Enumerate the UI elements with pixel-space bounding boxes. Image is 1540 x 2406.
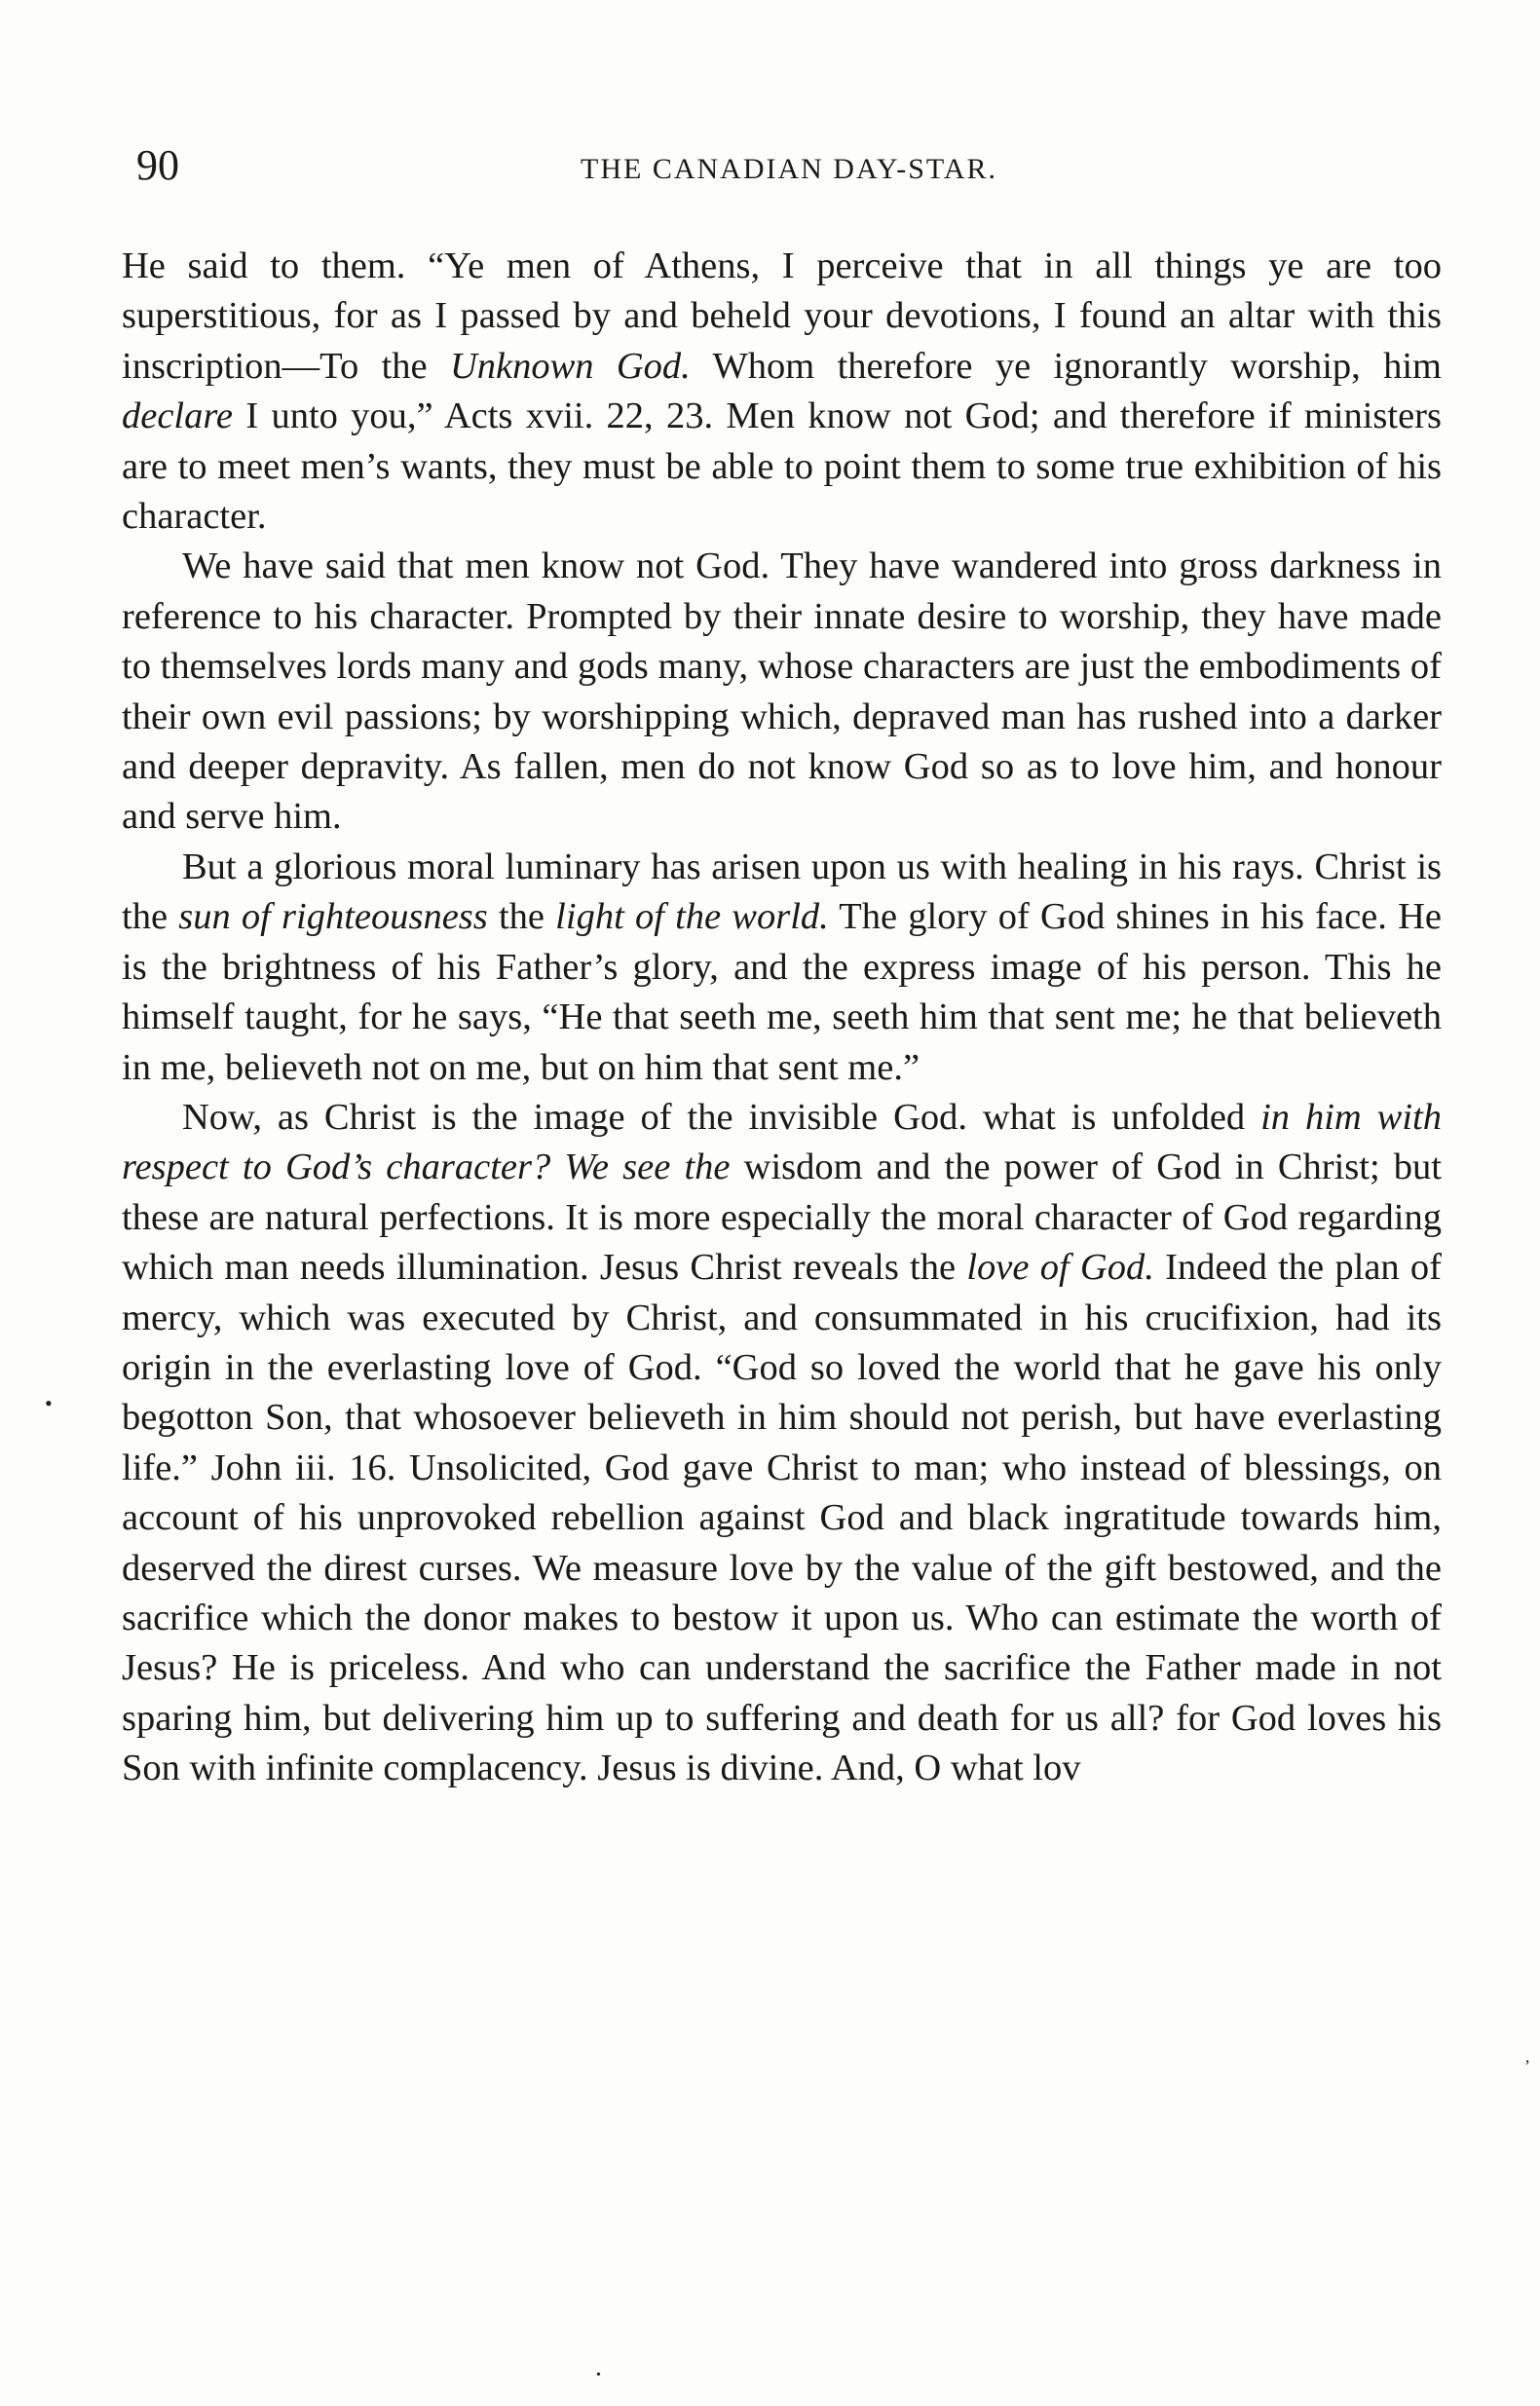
- footer-dot-mark: •: [596, 2368, 601, 2383]
- paragraph: [122, 242, 1442, 542]
- text-run: The glory of God shines in his face. He is the brightness of his Father’s glory, and the express image of his person. This he himself taught, for he says, “He that seeth me, seeth him that sent me; he that believeth in me, believeth not on me, but on him that sent me.”: [122, 896, 1442, 1088]
- italic-run: declare: [122, 395, 234, 437]
- italic-run: Unknown God.: [449, 345, 691, 387]
- body-text: [122, 242, 1442, 1794]
- paragraph: [122, 843, 1442, 1093]
- italic-run: light of the world.: [555, 896, 829, 938]
- italic-run: love of God.: [966, 1247, 1154, 1289]
- italic-run: in him with respect to God’s character? We see the: [122, 1096, 1442, 1188]
- paragraph: [122, 1093, 1442, 1794]
- text-run: Indeed the plan of mercy, which was executed by Christ, and consummated in his crucifixion, had its origin in the everlasting love of God. “God so loved the world that he gave his only begotton Son, that whosoever believeth in him should not perish, but have everlasting life.” John iii. 16. Unsolicited, God gave Christ to man; who instead of blessings, on account of his unprovoked rebellion against God and black ingratitude towards him, deserved the direst curses. We measure love by the value of the gift bestowed, and the sacrifice which the donor makes to bestow it upon us. Who can estimate the worth of Jesus? He is priceless. And who can understand the sacrifice the Father made in not sparing him, but delivering him up to suffering and death for us all? for God loves his Son with infinite complacency. Jesus is divine. And, O what lov: [122, 1247, 1443, 1789]
- text-run: Whom therefore ye ignorantly worship, him: [690, 345, 1443, 387]
- italic-run: sun of righteousness: [178, 896, 488, 938]
- running-title: THE CANADIAN DAY-STAR.: [581, 153, 997, 185]
- text-run: Now, as Christ is the image of the invisible God. what is unfolded: [182, 1096, 1261, 1138]
- text-run: I unto you,” Acts xvii. 22, 23. Men know not God; and therefore if ministers are to meet men’s wants, they must be able to point them to some true exhibition of his character.: [122, 395, 1442, 538]
- margin-tick-mark: ʼ: [1524, 2056, 1530, 2076]
- page-number: 90: [136, 141, 179, 189]
- page-header: [136, 136, 1442, 195]
- text-run: We have said that men know not God. They have wandered into gross darkness in reference to his character. Prompted by their innate desire to worship, they have made to themselves lords many and gods many, whose characters are just the embodiments of their own evil passions; by worshipping which, depraved man has rushed into a darker and deeper depravity. As fallen, men do not know God so as to love him, and honour and serve him.: [122, 545, 1442, 838]
- paragraph: [122, 542, 1442, 842]
- margin-dot-mark: •: [45, 1391, 53, 1415]
- text-run: But a glorious moral luminary has arisen upon us with healing in his rays. Christ is the: [122, 846, 1442, 938]
- text-run: the: [487, 896, 556, 938]
- text-run: He said to them. “Ye men of Athens, I perceive that in all things ye are too superstitious, for as I passed by and beheld your devotions, I found an altar with this inscription—To the: [122, 245, 1442, 387]
- text-run: wisdom and the power of God in Christ; but these are natural perfections. It is more especially the moral character of God regarding which man needs illumination. Jesus Christ reveals the: [122, 1147, 1442, 1289]
